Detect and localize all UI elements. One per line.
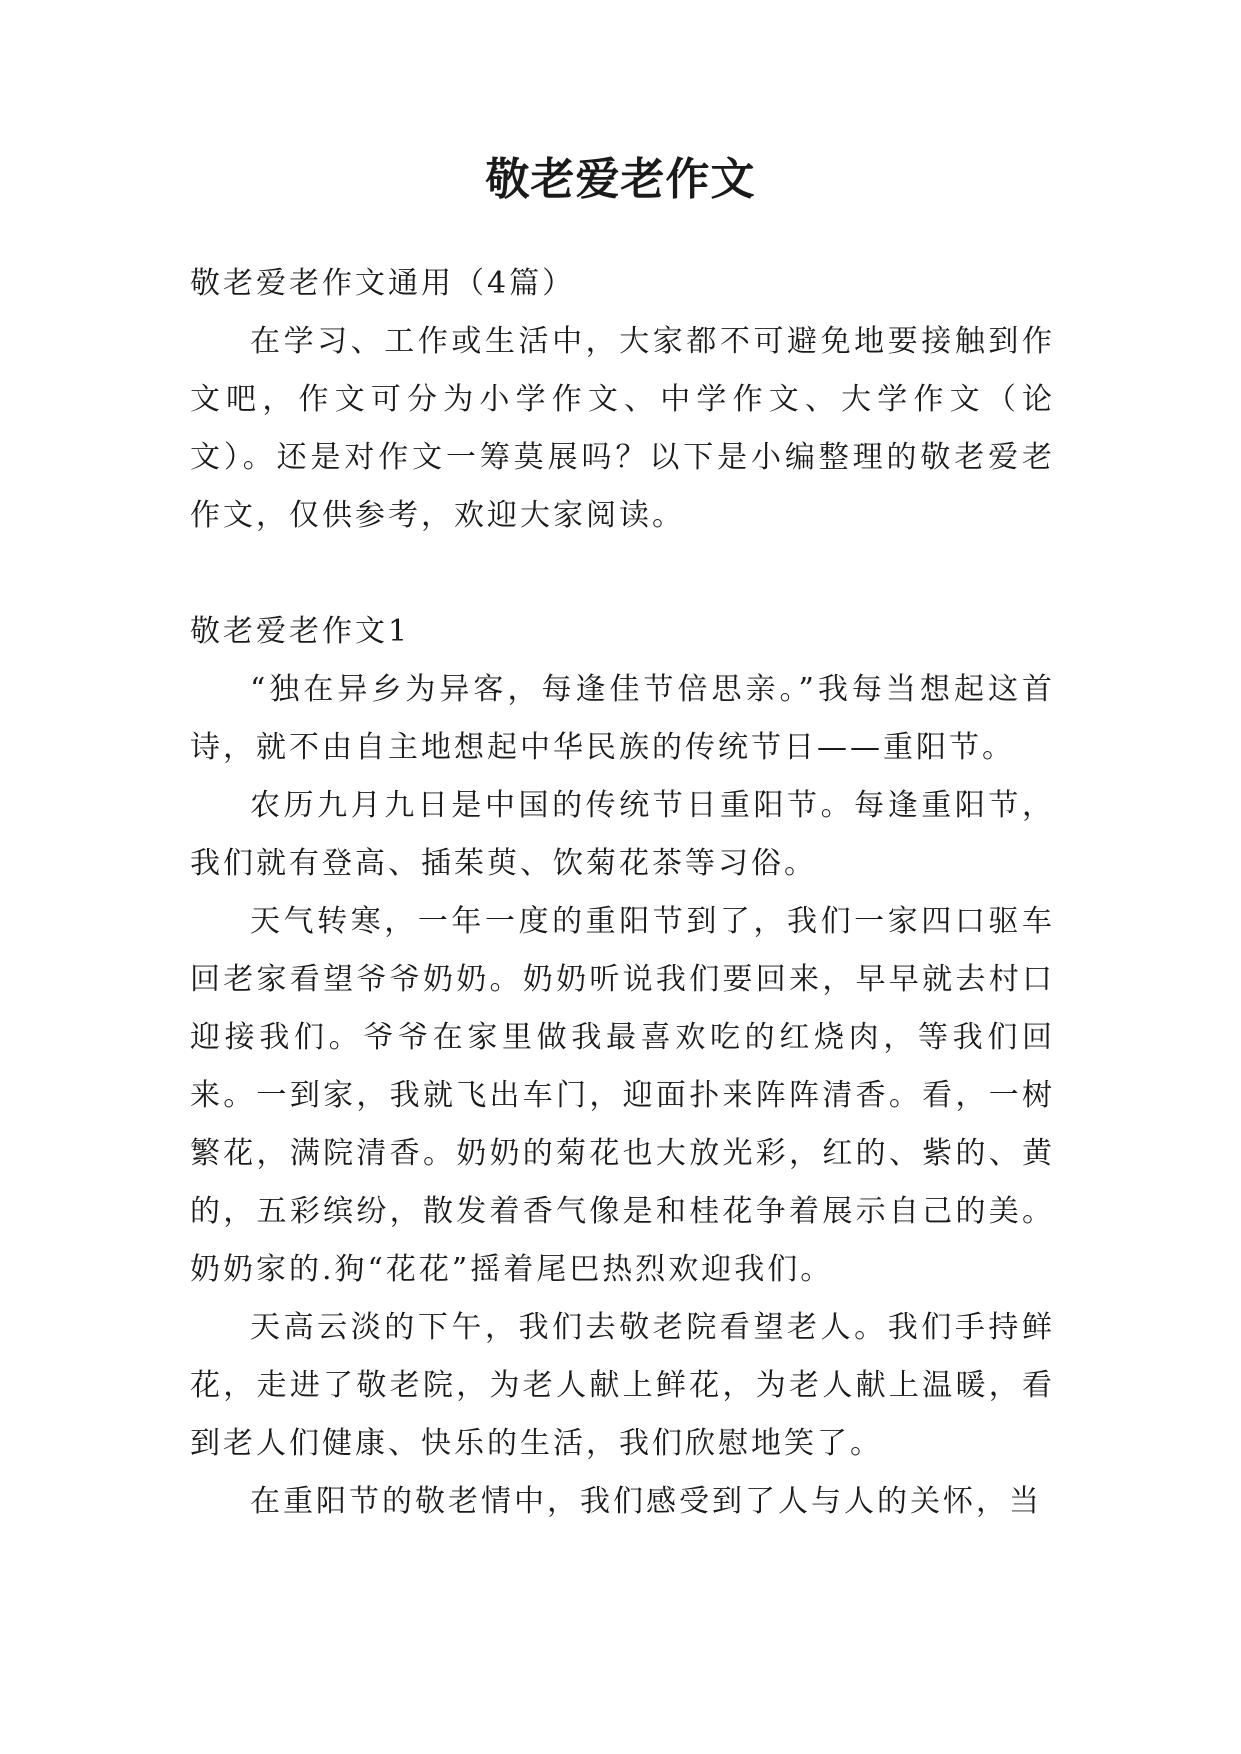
body-paragraph-2: 农历九月九日是中国的传统节日重阳节。每逢重阳节，我们就有登高、插茱萸、饮菊花茶等习俗。 [190, 788, 1055, 881]
body-paragraph-5: 在重阳节的敬老情中，我们感受到了人与人的关怀，当 [250, 1484, 1042, 1519]
section-heading: 敬老爱老作文1 [190, 614, 411, 649]
intro-paragraph: 在学习、工作或生活中，大家都不可避免地要接触到作文吧，作文可分为小学作文、中学作文、大学作文（论文）。还是对作文一筹莫展吗？以下是小编整理的敬老爱老作文，仅供参考，欢迎大家阅读。 [190, 324, 1055, 533]
body-paragraph-1: “独在异乡为异客，每逢佳节倍思亲。”我每当想起这首诗，就不由自主地想起中华民族的传统节日——重阳节。 [190, 672, 1055, 765]
document-title: 敬老爱老作文 [485, 154, 756, 205]
document-subtitle: 敬老爱老作文通用（4篇） [190, 266, 576, 301]
body-paragraph-3: 天气转寒，一年一度的重阳节到了，我们一家四口驱车回老家看望爷爷奶奶。奶奶听说我们要回来，早早就去村口迎接我们。爷爷在家里做我最喜欢吃的红烧肉，等我们回来。一到家，我就飞出车门，迎面扑来阵阵清香。看，一树繁花，满院清香。奶奶的菊花也大放光彩，红的、紫的、黄的，五彩缤纷，散发着香气像是和桂花争着展示自己的美。奶奶家的.狗“花花”摇着尾巴热烈欢迎我们。 [190, 904, 1055, 1287]
document-body [190, 255, 1055, 1531]
body-paragraph-4: 天高云淡的下午，我们去敬老院看望老人。我们手持鲜花，走进了敬老院，为老人献上鲜花，为老人献上温暖，看到老人们健康、快乐的生活，我们欣慰地笑了。 [190, 1310, 1055, 1461]
